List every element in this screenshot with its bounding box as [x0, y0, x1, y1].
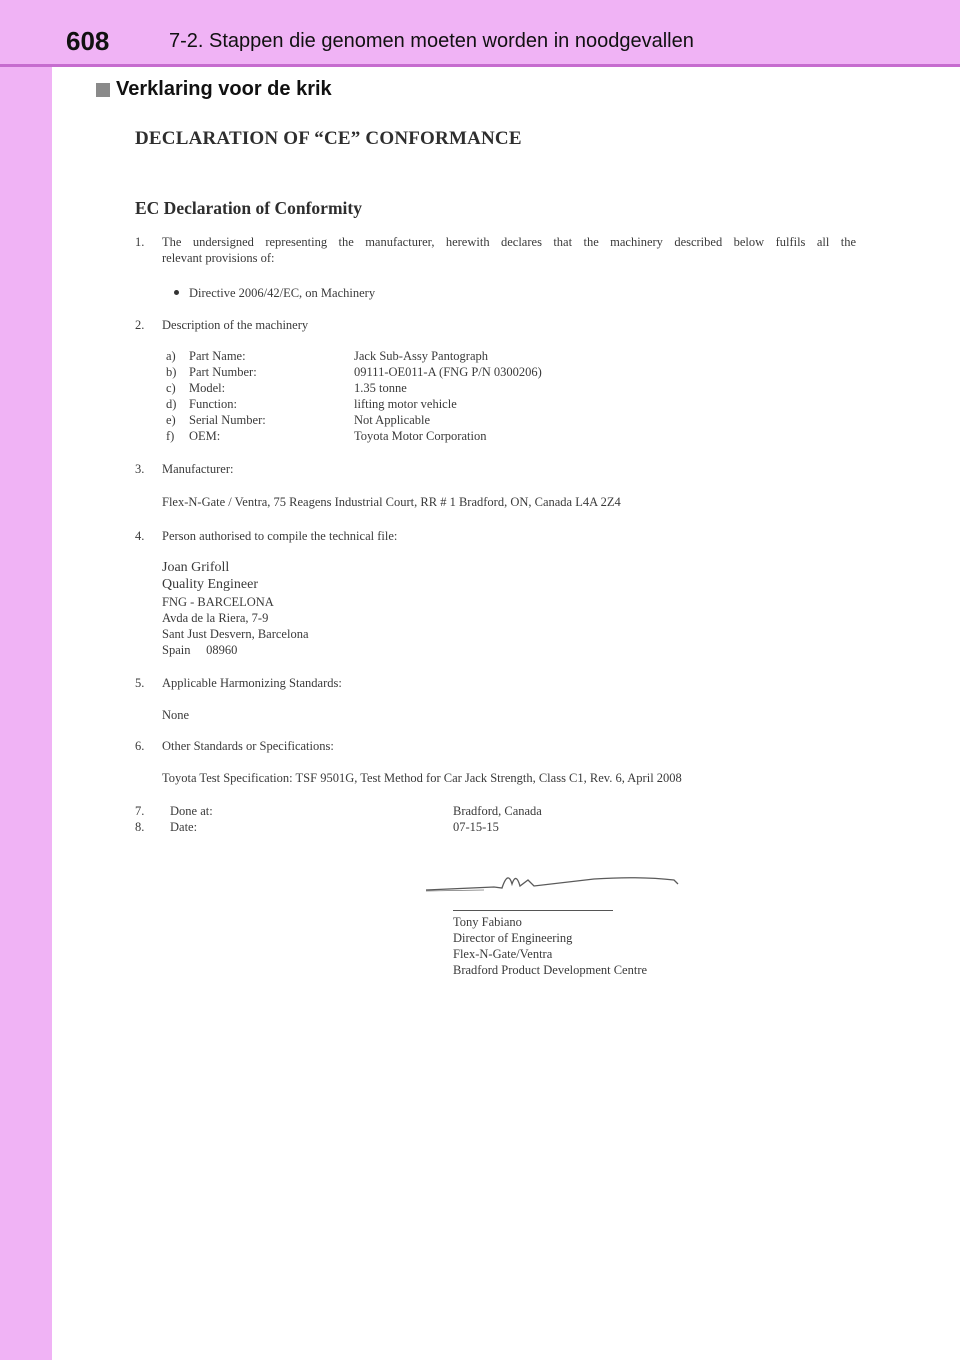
item-letter: d) [166, 397, 177, 411]
section-4-number: 4. [135, 529, 145, 543]
section-4-heading: Person authorised to compile the technical file: [162, 529, 398, 543]
done-at-value: Bradford, Canada [453, 804, 542, 818]
item-letter: c) [166, 381, 176, 395]
harmonizing-standards-value: None [162, 708, 190, 722]
section-5-number: 5. [135, 676, 145, 690]
done-at-label: Done at: [170, 804, 213, 818]
item-value: 1.35 tonne [354, 381, 407, 395]
signatory-name: Tony Fabiano [453, 915, 522, 929]
date-value: 07-15-15 [453, 820, 499, 834]
item-value: Toyota Motor Corporation [354, 429, 487, 443]
item-value: lifting motor vehicle [354, 397, 457, 411]
item-label: Part Name: [189, 349, 246, 363]
item-letter: b) [166, 365, 177, 379]
chapter-title: 7-2. Stappen die genomen moeten worden in noodgevallen [169, 30, 694, 52]
item-value: Jack Sub-Assy Pantograph [354, 349, 489, 363]
item-letter: a) [166, 349, 176, 363]
item-letter: f) [166, 429, 175, 443]
manufacturer-address: Flex-N-Gate / Ventra, 75 Reagens Industrial Court, RR # 1 Bradford, ON, Canada L4A 2Z4 [162, 495, 621, 509]
section-6-number: 6. [135, 739, 145, 753]
signature-line [453, 910, 613, 911]
section-2-heading: Description of the machinery [162, 318, 309, 332]
document-subtitle: EC Declaration of Conformity [135, 198, 362, 218]
item-value: 09111-OE011-A (FNG P/N 0300206) [354, 365, 542, 379]
section-1-bullet-text: Directive 2006/42/EC, on Machinery [189, 286, 376, 300]
date-label: Date: [170, 820, 198, 834]
item-value: Not Applicable [354, 413, 431, 427]
section-6-heading: Other Standards or Specifications: [162, 739, 334, 753]
section-5-heading: Applicable Harmonizing Standards: [162, 676, 342, 690]
contact-address-line: Sant Just Desvern, Barcelona [162, 627, 309, 641]
contact-address-line: FNG - BARCELONA [162, 595, 274, 609]
contact-address-line: Spain 08960 [162, 643, 238, 657]
item-label: Part Number: [189, 365, 257, 379]
item-label: Function: [189, 397, 237, 411]
bullet-icon [174, 290, 179, 295]
item-label: OEM: [189, 429, 221, 443]
section-1-text-line2: relevant provisions of: [162, 251, 275, 265]
section-3-heading: Manufacturer: [162, 462, 234, 476]
contact-address-line: Avda de la Riera, 7-9 [162, 611, 269, 625]
section-7-number: 7. [135, 804, 145, 818]
section-8-number: 8. [135, 820, 145, 834]
item-label: Model: [189, 381, 226, 395]
section-3-number: 3. [135, 462, 145, 476]
section-heading-text: Verklaring voor de krik [116, 78, 332, 100]
contact-name: Joan Grifoll [162, 560, 230, 575]
section-2-number: 2. [135, 318, 145, 332]
contact-role: Quality Engineer [162, 577, 259, 592]
signature-icon [424, 862, 684, 902]
item-letter: e) [166, 413, 176, 427]
other-standards-value: Toyota Test Specification: TSF 9501G, Test Method for Car Jack Strength, Class C1, Rev. 6, April 2008 [162, 771, 682, 785]
signatory-title: Director of Engineering [453, 931, 573, 945]
section-1-text-line1: The undersigned representing the manufacturer, herewith declares that the machinery described below fulfils all the [162, 235, 856, 249]
document-title: DECLARATION OF “CE” CONFORMANCE [135, 128, 522, 149]
section-1-number: 1. [135, 235, 145, 249]
signatory-centre: Bradford Product Development Centre [453, 963, 648, 977]
item-label: Serial Number: [189, 413, 266, 427]
signatory-company: Flex-N-Gate/Ventra [453, 947, 553, 961]
page-number: 608 [66, 26, 110, 56]
